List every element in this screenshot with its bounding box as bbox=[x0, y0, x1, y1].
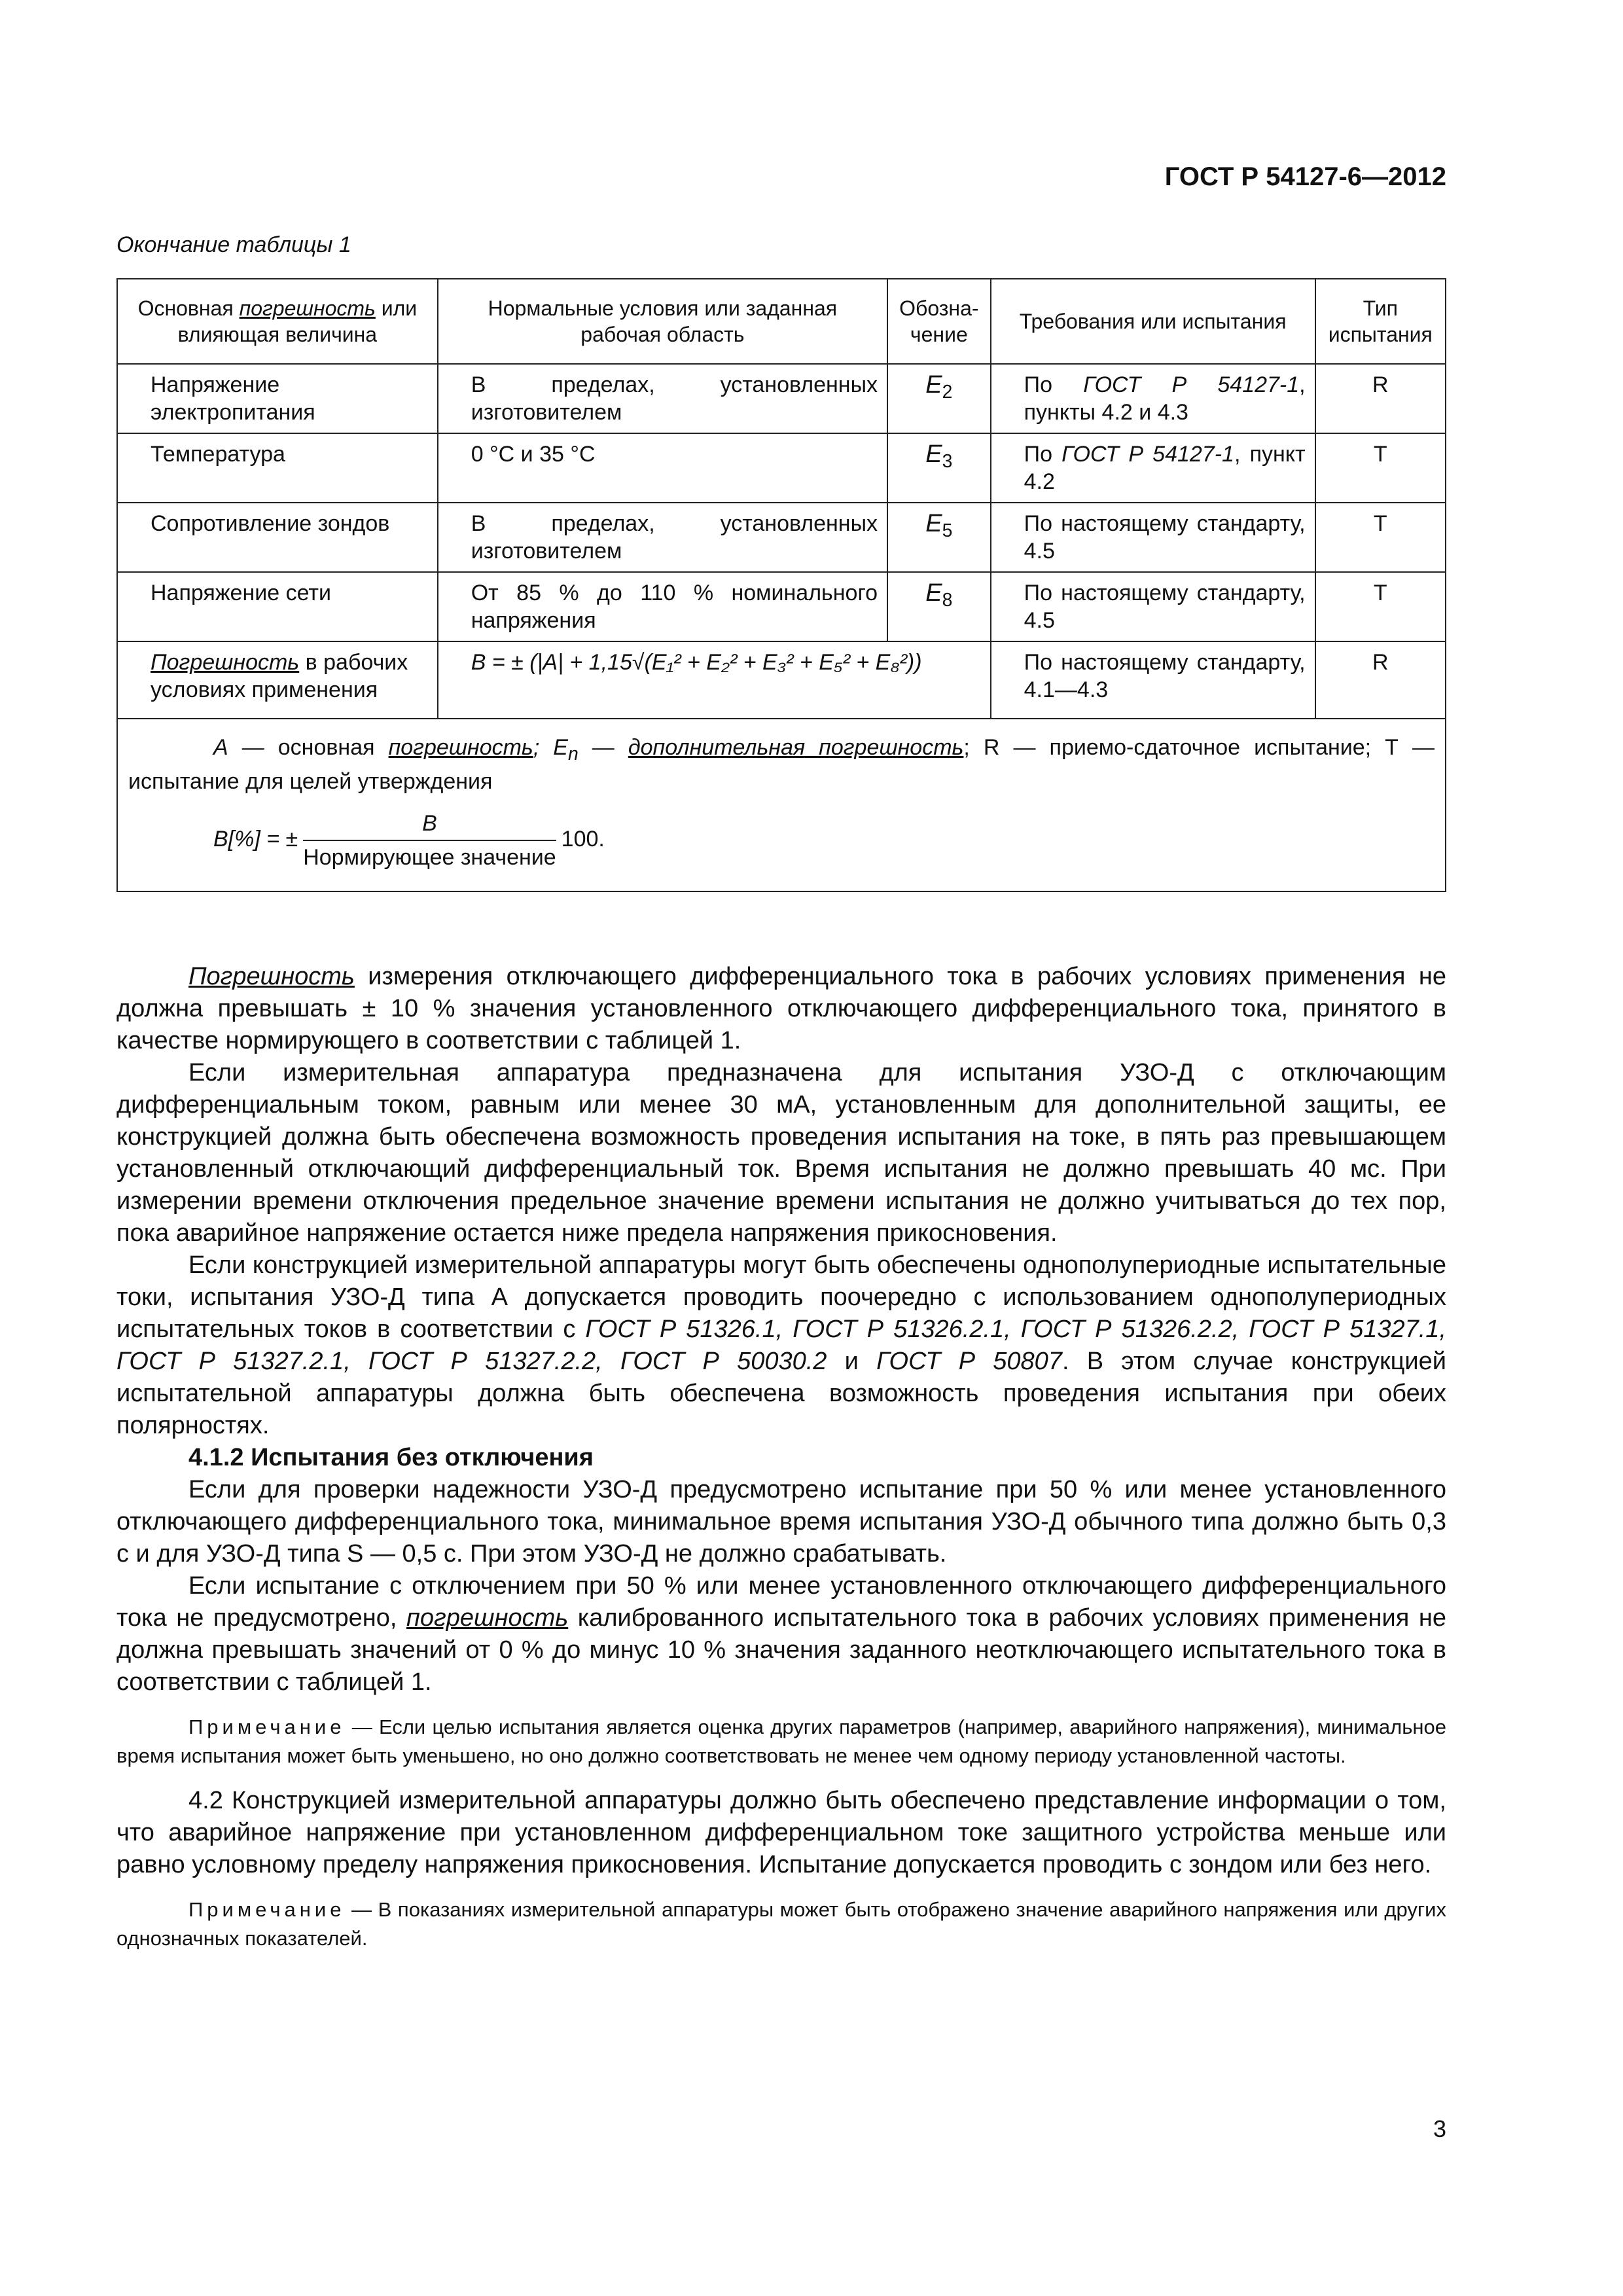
cell-symbol: $E_8$ bbox=[887, 572, 991, 641]
table-header-row bbox=[117, 279, 1446, 364]
document-number: ГОСТ Р 54127-6—2012 bbox=[1164, 162, 1446, 191]
section-heading: 4.1.2 Испытания без отключения bbox=[188, 1444, 594, 1471]
page-number: 3 bbox=[1433, 2115, 1446, 2142]
cell-test-type: R bbox=[1315, 364, 1446, 433]
table-note-row bbox=[117, 719, 1446, 891]
cell-quantity: Напряжение сети bbox=[117, 572, 438, 641]
table-row bbox=[117, 641, 1446, 719]
col-header-symbol: Обозна-чение bbox=[887, 279, 991, 364]
cell-formula bbox=[438, 641, 991, 719]
cell-test-type: T bbox=[1315, 503, 1446, 572]
note: Примечание — В показаниях измерительной аппаратуры может быть отображено значение аварийного напряжения или других однозначных показателей. bbox=[116, 1898, 1446, 1950]
cell-conditions: 0 °C и 35 °C bbox=[438, 433, 887, 503]
paragraph: 4.2 Конструкцией измерительной аппаратуры должно быть обеспечено представление информации о том, что аварийное напряжение при установленном дифференциальном токе защитного устройства меньше или равно условному пределу напряжения прикосновения. Испытание допускается проводить с зондом или без него. bbox=[116, 1787, 1446, 1878]
cell-conditions: В пределах, установленных изготовителем bbox=[438, 364, 887, 433]
cell-symbol: $E_5$ bbox=[887, 503, 991, 572]
table-row bbox=[117, 572, 1446, 641]
paragraph: Если конструкцией измерительной аппаратуры могут быть обеспечены однополупериодные испытательные токи, испытания УЗО-Д типа А допускается проводить поочередно с использованием однополупериодных испытательных токов в соответствии с ГОСТ Р 51326.1, ГОСТ Р 51326.2.1, ГОСТ Р 51326.2.2, ГОСТ Р 51327.1, ГОСТ Р 51327.2.1, ГОСТ Р 51327.2.2, ГОСТ Р 50030.2 и ГОСТ Р 50807. В этом случае конструкцией испытательной аппаратуры должна быть обеспечена возможность проведения испытания при обеих полярностях. bbox=[116, 1251, 1447, 1439]
cell-requirements: По ГОСТ Р 54127-1, пункт 4.2 bbox=[991, 433, 1315, 503]
note: Примечание — Если целью испытания является оценка других параметров (например, аварийного напряжения), минимальное время испытания может быть уменьшено, но оно должно соответствовать не менее чем одному периоду установленной частоты. bbox=[116, 1715, 1446, 1767]
col-header-conditions: Нормальные условия или заданная рабочая область bbox=[438, 279, 887, 364]
cell-requirements: По настоящему стандарту, 4.5 bbox=[991, 572, 1315, 641]
cell-quantity: Напряжение электропитания bbox=[117, 364, 438, 433]
cell-test-type: T bbox=[1315, 572, 1446, 641]
cell-requirements: По настоящему стандарту, 4.1—4.3 bbox=[991, 641, 1315, 719]
table-row bbox=[117, 433, 1446, 503]
paragraph: Если для проверки надежности УЗО-Д предусмотрено испытание при 50 % или менее установленного отключающего дифференциального тока, минимальное время испытания УЗО-Д обычного типа должно быть 0,3 с и для УЗО-Д типа S — 0,5 с. При этом УЗО-Д не должно срабатывать. bbox=[116, 1476, 1446, 1568]
accuracy-formula: B = ± (|A| + 1,15√(E₁² + E₂² + E₃² + E₅² + E₈²)) bbox=[471, 650, 922, 675]
cell-quantity: Погрешность в рабочих условиях применения bbox=[117, 641, 438, 719]
body-text bbox=[116, 961, 1446, 1953]
cell-conditions: В пределах, установленных изготовителем bbox=[438, 503, 887, 572]
cell-quantity: Температура bbox=[117, 433, 438, 503]
cell-test-type: R bbox=[1315, 641, 1446, 719]
cell-symbol: $E_3$ bbox=[887, 433, 991, 503]
paragraph: Если испытание с отключением при 50 % или менее установленного отключающего дифференциального тока не предусмотрено, погрешность калиброванного испытательного тока в рабочих условиях применения не должна превышать значений от 0 % до минус 10 % значения заданного неотключающего испытательного тока в соответствии с таблицей 1. bbox=[116, 1572, 1446, 1696]
col-header-requirements: Требования или испытания bbox=[991, 279, 1315, 364]
paragraph: Если измерительная аппаратура предназначена для испытания УЗО-Д с отключающим дифференциальным током, равным или менее 30 мА, установленным для дополнительной защиты, ее конструкцией должна быть обеспечена возможность проведения испытания на токе, в пять раз превышающем установленный отключающий дифференциальный ток. Время испытания не должно превышать 40 мс. При измерении времени отключения предельное значение времени испытания не должно учитываться до тех пор, пока аварийное напряжение остается ниже предела напряжения прикосновения. bbox=[116, 1059, 1446, 1247]
specs-table bbox=[116, 278, 1446, 892]
table-row bbox=[117, 503, 1446, 572]
table-caption: Окончание таблицы 1 bbox=[116, 232, 351, 257]
paragraph: Погрешность измерения отключающего дифференциального тока в рабочих условиях применения не должна превышать ± 10 % значения установленного отключающего дифференциального тока, принятого в качестве нормирующего в соответствии с таблицей 1. bbox=[116, 963, 1446, 1054]
cell-conditions: От 85 % до 110 % номинального напряжения bbox=[438, 572, 887, 641]
cell-quantity: Сопротивление зондов bbox=[117, 503, 438, 572]
table-row bbox=[117, 364, 1446, 433]
cell-test-type: T bbox=[1315, 433, 1446, 503]
cell-symbol: $E_2$ bbox=[887, 364, 991, 433]
percent-formula: B[%] = ± $\frac{B}{\text{Нормирующее значение}}$ 100. bbox=[213, 810, 605, 870]
cell-requirements: По ГОСТ Р 54127-1, пункты 4.2 и 4.3 bbox=[991, 364, 1315, 433]
col-header-quantity: Основная погрешность или влияющая величина bbox=[117, 279, 438, 364]
cell-requirements: По настоящему стандарту, 4.5 bbox=[991, 503, 1315, 572]
col-header-test-type: Тип испытания bbox=[1315, 279, 1446, 364]
table-note: A — основная погрешность; $E_n$ — дополнительная погрешность; R — приемо-сдаточное испытание; Т — испытание для целей утверждения B[%] = ± $\frac{B}{\text{Нормирующее значение}}$ 100. bbox=[117, 719, 1446, 891]
